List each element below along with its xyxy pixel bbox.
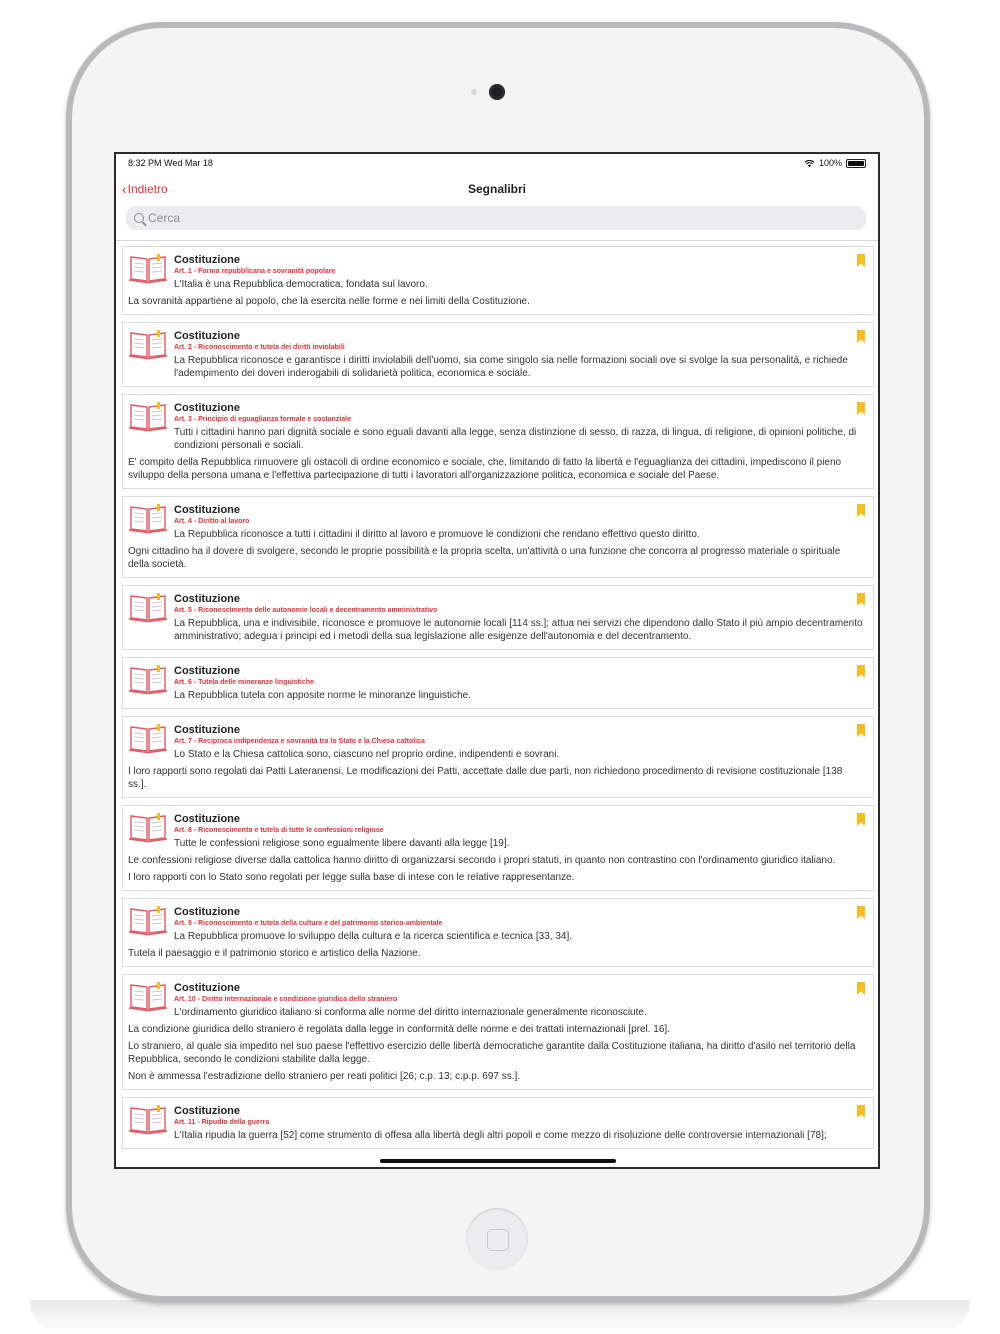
status-right — [804, 158, 866, 168]
home-button-icon — [487, 1229, 509, 1251]
front-camera-icon — [489, 84, 505, 100]
bookmark-card[interactable] — [122, 805, 874, 891]
article-paragraph: E' compito della Repubblica rimuovere gli ostacoli di ordine economico e sociale, che, limitando di fatto la libertà e l'eguaglianza dei cittadini, impediscono il pieno sviluppo della persona umana e l'effettiva partecipazione di tutti i lavoratori all'organizzazione politica, economica e sociale del Paese. — [128, 457, 842, 481]
article-paragraph: L'Italia è una Repubblica democratica, fondata sul lavoro. — [174, 279, 428, 290]
bookmark-card[interactable] — [122, 496, 874, 578]
bookmark-card[interactable] — [122, 585, 874, 650]
article-paragraph: La Repubblica riconosce a tutti i cittadini il diritto al lavoro e promuove le condizioni che rendano effettivo questo diritto. — [174, 529, 700, 540]
bookmark-source: Costituzione — [174, 906, 240, 918]
article-paragraph: L'ordinamento giuridico italiano si conforma alle norme del diritto internazionale generalmente riconosciute. — [174, 1007, 647, 1018]
bookmark-card[interactable] — [122, 974, 874, 1090]
chevron-left-icon: ‹ — [122, 181, 127, 197]
bookmark-card[interactable] — [122, 394, 874, 489]
article-paragraph: I loro rapporti con lo Stato sono regolati per legge sulla base di intese con le relative rappresentanze. — [128, 872, 575, 883]
search-icon — [134, 213, 144, 223]
article-paragraph: Tutela il paesaggio e il patrimonio storico e artistico della Nazione. — [128, 948, 421, 959]
article-paragraph: Non è ammessa l'estradizione dello straniero per reati politici [26; c.p. 13; c.p.p. 697 ss.]. — [128, 1071, 521, 1082]
home-button[interactable] — [466, 1208, 528, 1270]
book-icon — [128, 593, 168, 623]
article-paragraph: Lo Stato e la Chiesa cattolica sono, ciascuno nel proprio ordine, indipendenti e sovrani. — [174, 749, 560, 760]
article-title: Art. 1 - Forma repubblicana e sovranità popolare — [174, 268, 336, 275]
navigation-bar — [116, 178, 878, 200]
article-paragraph: La sovranità appartiene al popolo, che la esercita nelle forme e nei limiti della Costituzione. — [128, 296, 530, 307]
wifi-icon — [804, 159, 815, 168]
back-label: Indietro — [127, 182, 168, 196]
bookmark-card[interactable] — [122, 716, 874, 798]
bookmark-source: Costituzione — [174, 665, 240, 677]
book-icon — [128, 330, 168, 360]
app-screen — [114, 152, 880, 1169]
battery-percent: 100% — [818, 158, 842, 168]
article-paragraph: Le confessioni religiose diverse dalla cattolica hanno diritto di organizzarsi secondo i propri statuti, in quanto non contrastino con l'ordinamento giuridico italiano. — [128, 855, 836, 866]
book-icon — [128, 813, 168, 843]
bookmark-source: Costituzione — [174, 982, 240, 994]
article-title: Art. 10 - Diritto internazionale e condizione giuridica dello straniero — [174, 996, 398, 1003]
bookmark-source: Costituzione — [174, 1105, 240, 1117]
light-sensor — [471, 89, 477, 95]
bookmark-card[interactable] — [122, 1097, 874, 1149]
status-time: 8:32 PM Wed Mar 18 — [128, 158, 213, 168]
article-title: Art. 8 - Riconoscimento e tutela di tutte le confessioni religiose — [174, 827, 384, 834]
article-paragraph: L'Italia ripudia la guerra [52] come strumento di offesa alla libertà degli altri popoli e come mezzo di risoluzione delle controversie internazionali [78]; — [174, 1130, 827, 1141]
divider — [116, 240, 878, 241]
search-placeholder: Cerca — [148, 211, 181, 225]
bookmark-card[interactable] — [122, 657, 874, 709]
book-icon — [128, 504, 168, 534]
book-icon — [128, 254, 168, 284]
article-paragraph: La Repubblica, una e indivisibile, riconosce e promuove le autonomie locali [114 ss.]; attua nei servizi che dipendono dallo Stato il più ampio decentramento amministrativo; adegua i principi ed i metodi della sua legislazione alle esigenze dell'autonomia e del decentramento. — [174, 618, 863, 642]
article-title: Art. 5 - Riconoscimento delle autonomie locali e decentramento amministrativo — [174, 607, 438, 614]
book-icon — [128, 1105, 168, 1135]
status-bar — [116, 154, 878, 172]
article-paragraph: La condizione giuridica dello straniero è regolata dalla legge in conformità delle norme e dei trattati internazionali [prel. 16]. — [128, 1024, 670, 1035]
bookmark-source: Costituzione — [174, 813, 240, 825]
home-indicator — [380, 1159, 616, 1163]
bookmark-card[interactable] — [122, 898, 874, 967]
book-icon — [128, 724, 168, 754]
book-icon — [128, 402, 168, 432]
device-reflection — [30, 1300, 970, 1334]
page-title: Segnalibri — [467, 182, 526, 196]
bookmark-source: Costituzione — [174, 724, 240, 736]
bookmark-list — [122, 246, 874, 1156]
bookmark-source: Costituzione — [174, 330, 240, 342]
article-paragraph: Tutte le confessioni religiose sono egualmente libere davanti alla legge [19]. — [174, 838, 510, 849]
book-icon — [128, 982, 168, 1012]
article-title: Art. 6 - Tutela delle minoranze linguistiche — [174, 679, 314, 686]
article-title: Art. 9 - Riconoscimento e tutela della cultura e del patrimonio storico-ambientale — [174, 920, 443, 927]
book-icon — [128, 906, 168, 936]
article-title: Art. 3 - Principio di eguaglianza formale e sostanziale — [174, 416, 351, 423]
article-paragraph: Tutti i cittadini hanno pari dignità sociale e sono eguali davanti alla legge, senza distinzione di sesso, di razza, di lingua, di religione, di opinioni politiche, di condizioni personali e sociali. — [174, 427, 857, 451]
article-paragraph: La Repubblica riconosce e garantisce i diritti inviolabili dell'uomo, sia come singolo sia nelle formazioni sociali ove si svolge la sua personalità, e richiede l'adempimento dei doveri inderogabili di solidarietà politica, economica e sociale. — [174, 355, 848, 379]
article-title: Art. 4 - Diritto al lavoro — [174, 518, 250, 525]
bookmark-source: Costituzione — [174, 402, 240, 414]
article-paragraph: I loro rapporti sono regolati dai Patti Lateranensi. Le modificazioni dei Patti, accettate dalle due parti, non richiedono procedimento di revisione costituzionale [138 ss.]. — [128, 766, 843, 790]
article-paragraph: Lo straniero, al quale sia impedito nel suo paese l'effettivo esercizio delle libertà democratiche garantite dalla Costituzione italiana, ha diritto d'asilo nel territorio della Repubblica, secondo le condizioni stabilite dalla legge. — [128, 1041, 856, 1065]
search-input[interactable] — [126, 206, 866, 230]
bookmark-source: Costituzione — [174, 504, 240, 516]
battery-icon — [846, 159, 866, 168]
article-title: Art. 11 - Ripudio della guerra — [174, 1119, 270, 1126]
article-title: Art. 7 - Reciproca indipendenza e sovranità tra lo Stato e la Chiesa cattolica — [174, 738, 425, 745]
bookmark-source: Costituzione — [174, 593, 240, 605]
article-title: Art. 2 - Riconoscimento e tutela dei diritti inviolabili — [174, 344, 345, 351]
book-icon — [128, 665, 168, 695]
article-paragraph: Ogni cittadino ha il dovere di svolgere, secondo le proprie possibilità e la propria scelta, un'attività o una funzione che concorra al progresso materiale o spirituale della società. — [128, 546, 841, 570]
bookmark-card[interactable] — [122, 322, 874, 387]
article-paragraph: La Repubblica promuove lo sviluppo della cultura e la ricerca scientifica e tecnica [33, 34]. — [174, 931, 572, 942]
article-paragraph: La Repubblica tutela con apposite norme le minoranze linguistiche. — [174, 690, 471, 701]
bookmark-source: Costituzione — [174, 254, 240, 266]
bookmark-card[interactable] — [122, 246, 874, 315]
